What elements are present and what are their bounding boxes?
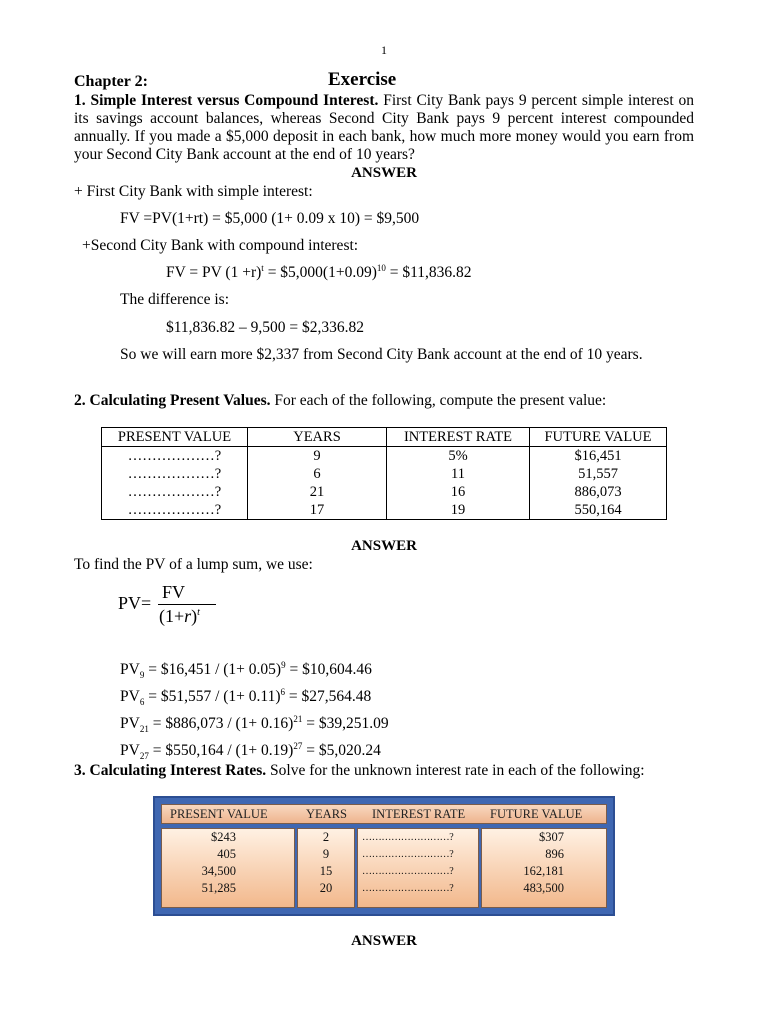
cell-future-value: $16,451 [530,447,667,466]
table-row [102,465,667,483]
q2-table [101,427,667,520]
q1-heading: 1. Simple Interest versus Compound Interest. [74,92,379,109]
q1-paragraph [74,92,694,164]
q3-text: Solve for the unknown interest rate in each of the following: [266,762,645,779]
q3-table-image [153,796,615,916]
cell-present-value: ………………? [102,501,248,520]
q2-text: For each of the following, compute the present value: [270,392,607,409]
cell-years: 15 [319,864,333,878]
formula-lhs: PV= [118,593,152,613]
cell-future-value: 896 [545,847,564,861]
header-years: YEARS [248,428,387,447]
cell-years: 9 [322,847,330,861]
header-years: YEARS [306,807,347,821]
q3-heading: 3. Calculating Interest Rates. [74,762,267,779]
fraction-bar [158,604,216,605]
cell-interest-rate: ………………………? [362,866,454,877]
pv-result-4: $PV_{27}$ = $550,164 / $(1+ 0.19)^{27}$ = $5,020.24 [120,740,381,762]
cell-interest-rate: 5% [387,447,530,466]
q2-heading: 2. Calculating Present Values. [74,392,271,409]
header-interest-rate: INTEREST RATE [387,428,530,447]
q1-difference-label: The difference is: [120,291,230,308]
cell-interest-rate: 19 [387,501,530,520]
formula-numerator: FV [162,582,186,602]
table-row [102,501,667,520]
q3-answer-label: ANSWER [351,933,417,949]
pv-result-1: $PV_9$ = $16,451 / $(1+ 0.05)^9$ = $10,604.46 [120,659,372,681]
cell-future-value: $307 [539,830,564,844]
cell-years: 17 [248,501,387,520]
exercise-title: Exercise [328,69,397,90]
cell-future-value: 483,500 [523,881,564,895]
cell-years: 9 [248,447,387,466]
q1-first-bank-line: + First City Bank with simple interest: [74,183,313,200]
cell-interest-rate: ………………………? [362,849,454,860]
q3-future-value-column [481,828,607,908]
cell-present-value: 405 [217,847,236,861]
q3-table-header [161,804,607,824]
cell-present-value: ………………? [102,465,248,483]
cell-interest-rate: ………………………? [362,832,454,843]
q2-answer-label: ANSWER [351,538,417,554]
q1-text: First City Bank pays 9 percent simple interest on its savings account balances, whereas Second City Bank pays 9 percent interest compounded annually. If you made a $5,000 deposit in each bank, how much more money would you earn from your Second City Bank account at the end of 10 years? [74,92,694,163]
header-future-value: FUTURE VALUE [490,807,583,821]
q2-paragraph [74,392,606,410]
chapter-label: Chapter 2: [74,73,148,90]
q3-years-column [297,828,355,908]
cell-years: 2 [322,830,330,844]
q1-conclusion: So we will earn more $2,337 from Second City Bank account at the end of 10 years. [120,346,643,363]
cell-present-value: ………………? [102,483,248,501]
cell-years: 6 [248,465,387,483]
table-row [102,483,667,501]
cell-future-value: 550,164 [530,501,667,520]
cell-interest-rate: 16 [387,483,530,501]
q1-compound-interest-formula: FV = PV $(1 +r)^t$ = $\$5,000(1+0.09)^{10}$ = $11,836.82 [166,262,472,281]
pv-result-2: $PV_6$ = $51,557 / $(1+ 0.11)^6$ = $27,564.48 [120,686,372,708]
cell-future-value: 162,181 [523,864,564,878]
cell-years: 21 [248,483,387,501]
header-future-value: FUTURE VALUE [530,428,667,447]
formula-denominator: $(1+r)^t$ [159,606,200,626]
cell-present-value: 51,285 [201,881,236,895]
cell-future-value: 886,073 [530,483,667,501]
header-present-value: PRESENT VALUE [102,428,248,447]
q1-second-bank-line: +Second City Bank with compound interest: [82,237,359,254]
page-number: 1 [381,43,387,57]
cell-interest-rate: 11 [387,465,530,483]
q3-paragraph [74,762,645,780]
cell-present-value: ………………? [102,447,248,466]
q2-intro: To find the PV of a lump sum, we use: [74,556,313,573]
pv-result-3: $PV_{21}$ = $886,073 / $(1+ 0.16)^{21}$ = $39,251.09 [120,713,389,735]
cell-interest-rate: ………………………? [362,883,454,894]
q3-interest-rate-column [357,828,479,908]
header-present-value: PRESENT VALUE [170,807,268,821]
q3-present-value-column [161,828,295,908]
table-header-row [102,428,667,447]
q1-simple-interest-formula: FV =PV(1+rt) = $5,000 (1+ 0.09 x 10) = $9,500 [120,210,420,227]
q1-difference-formula: $11,836.82 – 9,500 = $2,336.82 [166,319,365,336]
q1-answer-label: ANSWER [351,165,417,181]
table-row [102,447,667,466]
cell-future-value: 51,557 [530,465,667,483]
cell-present-value: 34,500 [201,864,236,878]
header-interest-rate: INTEREST RATE [372,807,466,821]
cell-present-value: $243 [211,830,236,844]
cell-years: 20 [319,881,333,895]
